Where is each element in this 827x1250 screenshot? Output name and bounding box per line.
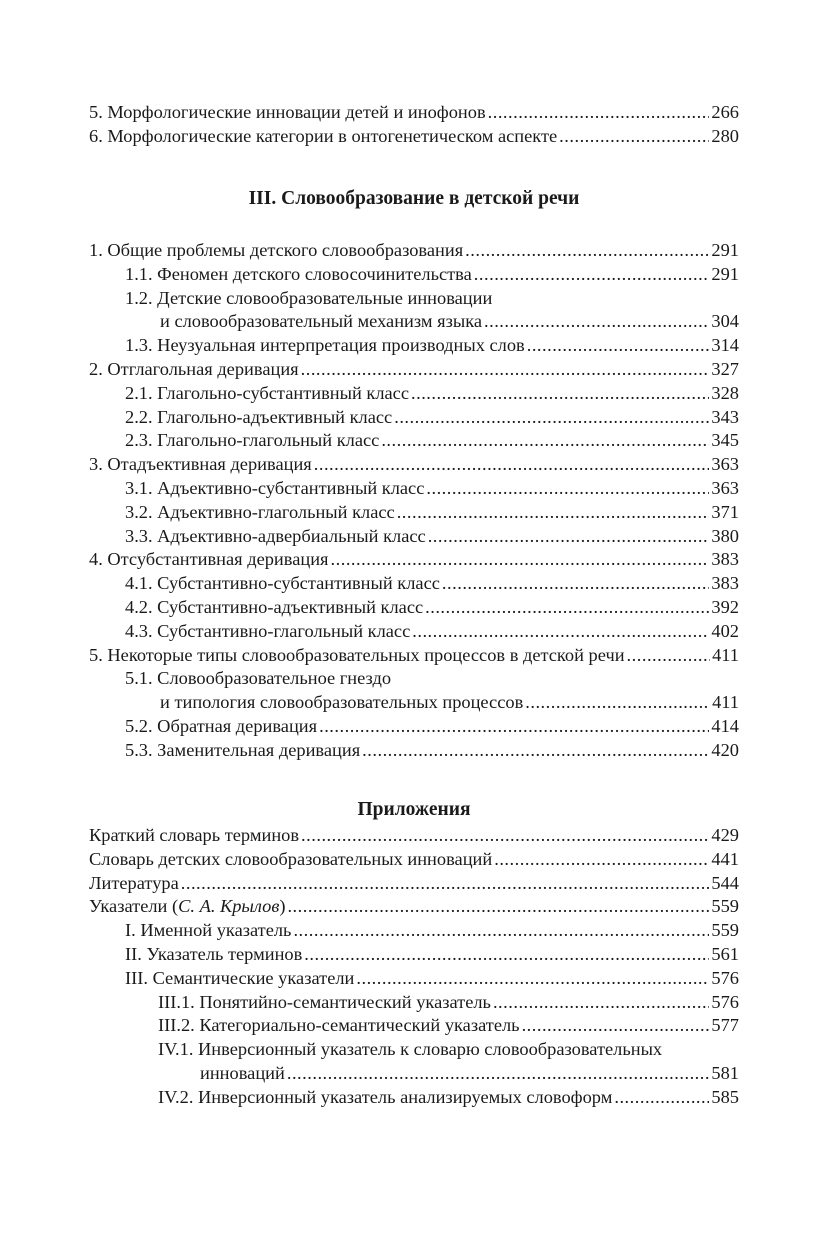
toc-entry[interactable] xyxy=(89,525,739,549)
leader-dots xyxy=(293,919,709,943)
toc-entry[interactable] xyxy=(89,596,739,620)
entry-page: 314 xyxy=(711,335,739,356)
toc-entry-continuation[interactable] xyxy=(89,310,739,334)
leader-dots xyxy=(362,739,709,763)
entry-page: 383 xyxy=(711,549,739,570)
toc-entry[interactable] xyxy=(89,667,739,691)
toc-entry[interactable] xyxy=(89,287,739,311)
entry-label: IV.2. Инверсионный указатель анализируемых словоформ xyxy=(158,1086,613,1107)
entry-page: 585 xyxy=(711,1086,739,1107)
entry-page: 363 xyxy=(711,454,739,475)
entry-label: 6. Морфологические категории в онтогенетическом аспекте xyxy=(89,125,558,146)
entry-label: 4.3. Субстантивно-глагольный класс xyxy=(125,620,411,641)
entry-page: 414 xyxy=(711,715,739,736)
entry-label: 3. Отадъективная деривация xyxy=(89,454,312,475)
entry-label: 1.2. Детские словообразовательные инновации xyxy=(125,287,493,308)
leader-dots xyxy=(522,1014,710,1038)
entry-page: 561 xyxy=(711,943,739,964)
entry-label: инноваций xyxy=(200,1062,285,1083)
toc-entry[interactable] xyxy=(89,1014,739,1038)
toc-entry[interactable] xyxy=(89,715,739,739)
entry-label: 3.3. Адъективно-адвербиальный класс xyxy=(125,525,426,546)
toc-entry[interactable] xyxy=(89,453,739,477)
toc-entry[interactable] xyxy=(89,334,739,358)
entry-label: Словарь детских словообразовательных инноваций xyxy=(89,848,493,869)
entry-page: 291 xyxy=(711,263,739,284)
toc-entry[interactable] xyxy=(89,739,739,763)
appendix-entries xyxy=(89,824,739,1110)
entry-page: 291 xyxy=(711,240,739,260)
toc-entry[interactable] xyxy=(89,644,739,668)
author-name: С. А. Крылов xyxy=(178,896,280,917)
entry-page: 327 xyxy=(711,358,739,379)
leader-dots xyxy=(411,382,709,406)
leader-dots xyxy=(301,824,709,848)
entry-label: 3.1. Адъективно-субстантивный класс xyxy=(125,477,425,498)
leader-dots xyxy=(304,943,709,967)
toc-top-block xyxy=(89,101,739,149)
toc-entry[interactable] xyxy=(89,501,739,525)
entry-label: 5.1. Словообразовательное гнездо xyxy=(125,668,392,689)
leader-dots xyxy=(287,895,709,919)
appendix-heading: Приложения xyxy=(357,799,471,820)
leader-dots xyxy=(428,525,710,549)
leader-dots xyxy=(627,644,711,668)
leader-dots xyxy=(287,1062,710,1086)
entry-page: 577 xyxy=(711,1015,739,1036)
entry-label: 1.3. Неузуальная интерпретация производных слов xyxy=(125,335,525,356)
entry-label: 5. Морфологические инновации детей и инофонов xyxy=(89,102,486,122)
entry-label xyxy=(89,895,285,919)
leader-dots xyxy=(484,310,709,334)
toc-entry[interactable] xyxy=(89,872,739,896)
entry-page: 266 xyxy=(711,102,739,122)
leader-dots xyxy=(412,620,709,644)
toc-entry[interactable] xyxy=(89,406,739,430)
leader-dots xyxy=(356,967,709,991)
entry-page: 402 xyxy=(711,620,739,641)
toc-entry[interactable] xyxy=(89,1038,739,1062)
leader-dots xyxy=(319,715,709,739)
entry-page: 576 xyxy=(711,991,739,1012)
entry-page: 304 xyxy=(711,311,739,332)
toc-entry[interactable] xyxy=(89,1086,739,1110)
entry-label: 2.1. Глагольно-субстантивный класс xyxy=(125,382,409,403)
entry-page: 328 xyxy=(711,382,739,403)
entry-label: 4.1. Субстантивно-субстантивный класс xyxy=(125,573,440,594)
section-heading: III. Словообразование в детской речи xyxy=(248,188,580,209)
entry-label: 5.2. Обратная деривация xyxy=(125,715,318,736)
section3-entries xyxy=(89,239,739,763)
leader-dots xyxy=(527,334,710,358)
entry-label: 2.3. Глагольно-глагольный класс xyxy=(125,430,380,451)
toc-entry[interactable] xyxy=(89,358,739,382)
toc-entry[interactable] xyxy=(89,382,739,406)
entry-label: Литература xyxy=(89,872,179,893)
toc-entry[interactable] xyxy=(89,967,739,991)
entry-label: III.2. Категориально-семантический указатель xyxy=(158,1015,520,1036)
entry-page: 420 xyxy=(711,739,739,760)
leader-dots xyxy=(397,501,710,525)
toc-entry[interactable] xyxy=(89,919,739,943)
entry-page: 392 xyxy=(711,596,739,617)
leader-dots xyxy=(381,429,709,453)
entry-page: 345 xyxy=(711,430,739,451)
entry-page: 411 xyxy=(712,692,739,713)
entry-page: 544 xyxy=(711,872,739,893)
toc-entry[interactable] xyxy=(89,824,739,848)
entry-page: 363 xyxy=(711,477,739,498)
toc-entry[interactable] xyxy=(89,895,739,919)
toc-entry-continuation[interactable] xyxy=(89,691,739,715)
entry-page: 411 xyxy=(712,644,739,665)
toc-entry[interactable] xyxy=(89,125,739,149)
entry-page: 383 xyxy=(711,573,739,594)
leader-dots xyxy=(465,239,709,263)
leader-dots xyxy=(525,691,710,715)
toc-entry[interactable] xyxy=(89,943,739,967)
entry-page: 429 xyxy=(711,825,739,845)
entry-label-head: Указатели ( xyxy=(89,896,179,917)
toc-entry[interactable] xyxy=(89,620,739,644)
entry-label: 4.2. Субстантивно-адъективный класс xyxy=(125,596,424,617)
entry-label: 1.1. Феномен детского словосочинительства xyxy=(125,263,472,284)
entry-label: III. Семантические указатели xyxy=(125,967,355,988)
entry-label: Краткий словарь терминов xyxy=(89,825,300,845)
leader-dots xyxy=(493,991,709,1015)
entry-label: I. Именной указатель xyxy=(125,920,292,941)
entry-label: 3.2. Адъективно-глагольный класс xyxy=(125,501,395,522)
toc-entry[interactable] xyxy=(89,477,739,501)
leader-dots xyxy=(559,125,709,149)
leader-dots xyxy=(442,572,709,596)
entry-page: 576 xyxy=(711,967,739,988)
toc-entry-continuation[interactable] xyxy=(89,1062,739,1086)
entry-page: 380 xyxy=(711,525,739,546)
entry-page: 581 xyxy=(711,1062,739,1083)
entry-label: 5.3. Заменительная деривация xyxy=(125,739,361,760)
leader-dots xyxy=(394,406,709,430)
leader-dots xyxy=(181,872,710,896)
entry-label: и типология словообразовательных процессов xyxy=(160,692,524,713)
entry-label: 5. Некоторые типы словообразовательных процессов в детской речи xyxy=(89,644,625,665)
entry-page: 559 xyxy=(711,920,739,941)
entry-label: 1. Общие проблемы детского словообразования xyxy=(89,240,464,260)
entry-page: 280 xyxy=(711,125,739,146)
entry-label: III.1. Понятийно-семантический указатель xyxy=(158,991,491,1012)
toc-entry[interactable] xyxy=(89,848,739,872)
entry-label: и словообразовательный механизм языка xyxy=(160,311,483,332)
leader-dots xyxy=(301,358,710,382)
toc-entry[interactable] xyxy=(89,429,739,453)
leader-dots xyxy=(474,263,710,287)
entry-label: 4. Отсубстантивная деривация xyxy=(89,549,329,570)
leader-dots xyxy=(331,548,710,572)
leader-dots xyxy=(314,453,710,477)
toc-entry[interactable] xyxy=(89,548,739,572)
toc-entry[interactable] xyxy=(89,263,739,287)
entry-label: II. Указатель терминов xyxy=(125,943,303,964)
toc-entry[interactable] xyxy=(89,572,739,596)
entry-page: 343 xyxy=(711,406,739,427)
toc-entry[interactable] xyxy=(89,239,739,263)
entry-label: IV.1. Инверсионный указатель к словарю словообразовательных xyxy=(158,1039,663,1060)
entry-label-tail: ) xyxy=(279,896,286,917)
toc-entry[interactable] xyxy=(89,101,739,125)
entry-page: 371 xyxy=(711,501,739,522)
entry-page: 559 xyxy=(711,896,739,917)
leader-dots xyxy=(425,596,709,620)
toc-entry[interactable] xyxy=(89,991,739,1015)
entry-page: 441 xyxy=(711,848,739,869)
entry-label: 2. Отглагольная деривация xyxy=(89,358,299,379)
leader-dots xyxy=(614,1086,709,1110)
leader-dots xyxy=(488,101,710,125)
entry-label: 2.2. Глагольно-адъективный класс xyxy=(125,406,393,427)
leader-dots xyxy=(426,477,709,501)
leader-dots xyxy=(494,848,709,872)
